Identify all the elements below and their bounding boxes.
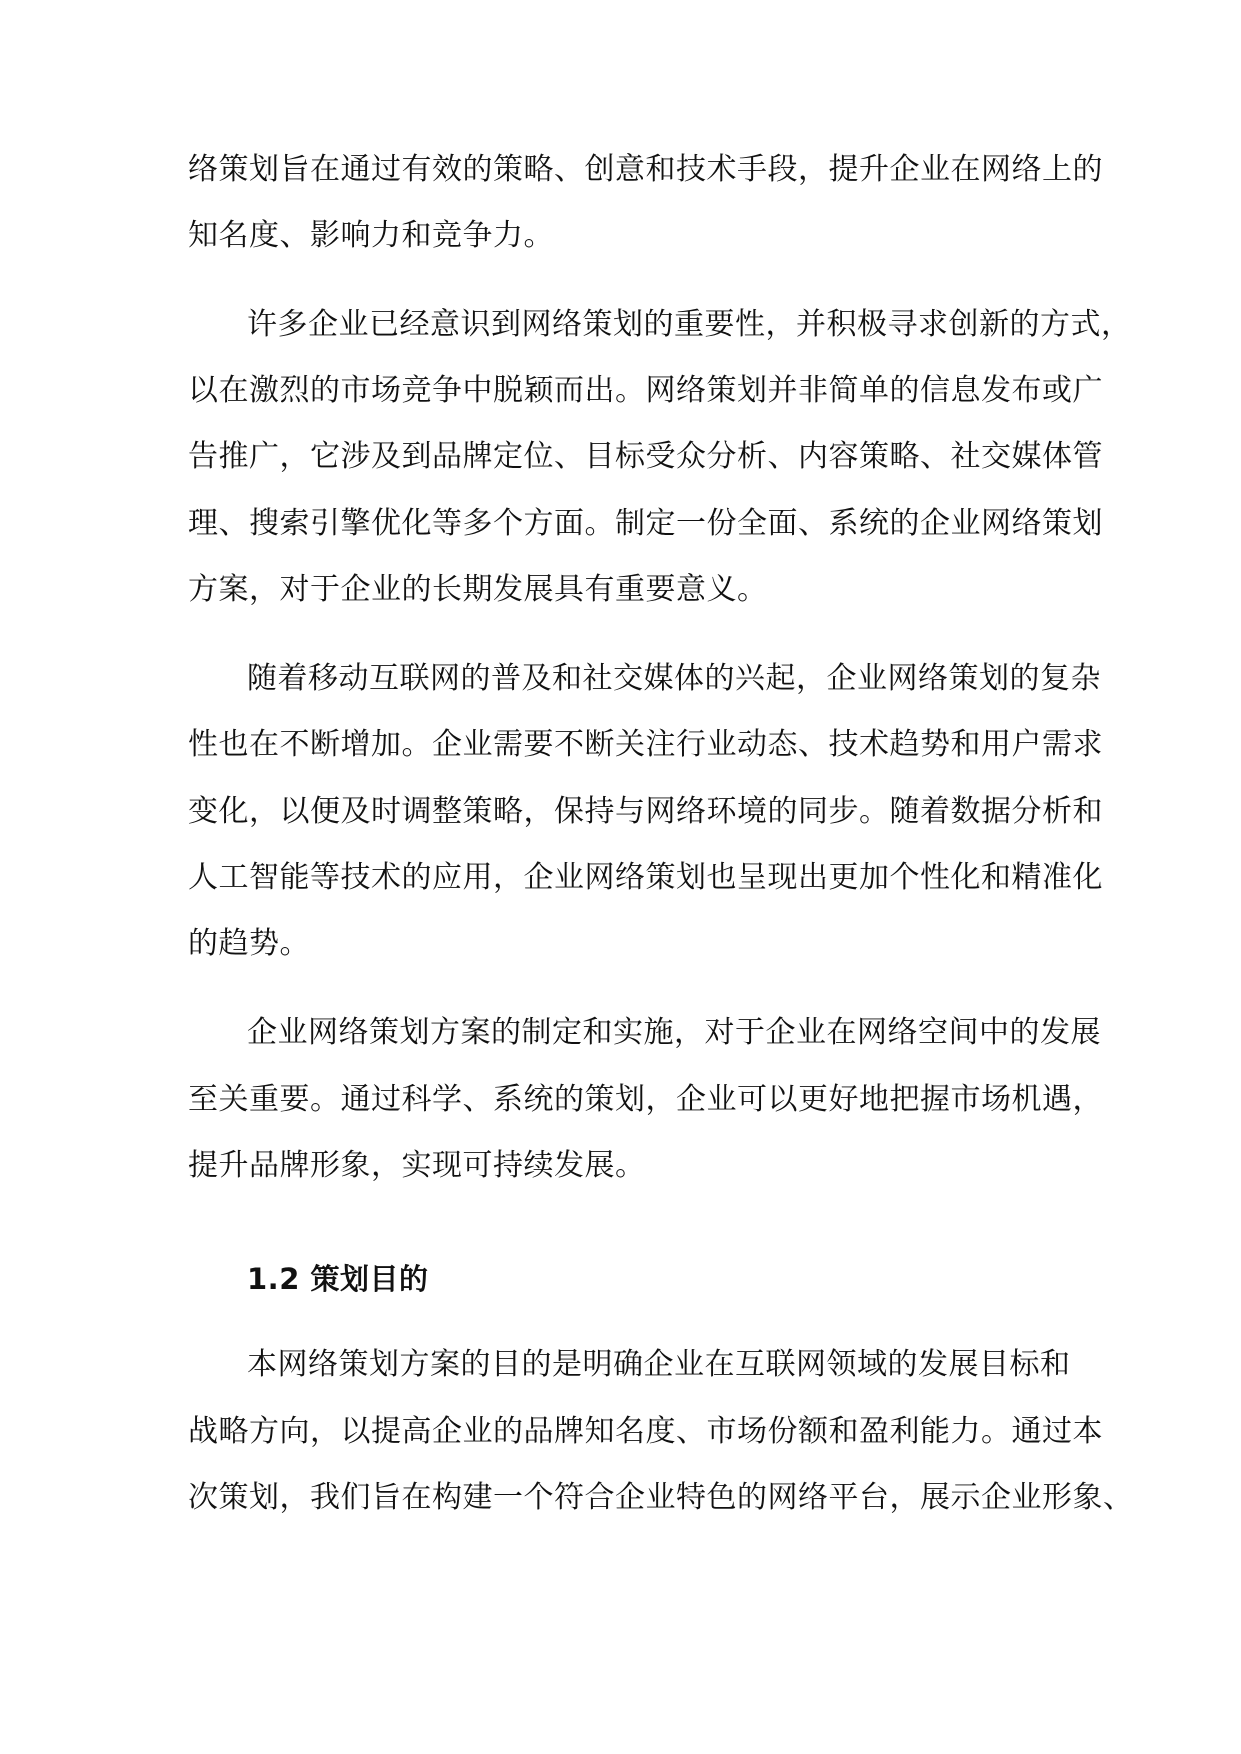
text-line: 的趋势。 [188,926,310,961]
text-line: 性也在不断增加。企业需要不断关注行业动态、技术趋势和用户需求 [188,727,1103,762]
text-line: 方案，对于企业的长期发展具有重要意义。 [188,572,768,607]
text-line: 络策划旨在通过有效的策略、创意和技术手段，提升企业在网络上的 [188,152,1103,187]
text-line: 变化，以便及时调整策略，保持与网络环境的同步。随着数据分析和 [188,794,1103,829]
text-line: 战略方向，以提高企业的品牌知名度、市场份额和盈利能力。通过本 [188,1414,1103,1449]
paragraph-first-line: 随着移动互联网的普及和社交媒体的兴起，企业网络策划的复杂 [247,661,1101,696]
text-line: 至关重要。通过科学、系统的策划，企业可以更好地把握市场机遇， [188,1082,1103,1117]
paragraph-first-line: 企业网络策划方案的制定和实施，对于企业在网络空间中的发展 [247,1015,1101,1050]
section-heading: 1.2 策划目的 [247,1262,429,1296]
paragraph-first-line: 许多企业已经意识到网络策划的重要性，并积极寻求创新的方式， [247,307,1132,342]
text-line: 次策划，我们旨在构建一个符合企业特色的网络平台，展示企业形象、 [188,1480,1134,1515]
text-line: 理、搜索引擎优化等多个方面。制定一份全面、系统的企业网络策划 [188,506,1103,541]
text-line: 人工智能等技术的应用，企业网络策划也呈现出更加个性化和精准化 [188,860,1103,895]
paragraph-first-line: 本网络策划方案的目的是明确企业在互联网领域的发展目标和 [247,1347,1071,1382]
text-line: 以在激烈的市场竞争中脱颖而出。网络策划并非简单的信息发布或广 [188,373,1103,408]
text-line: 告推广，它涉及到品牌定位、目标受众分析、内容策略、社交媒体管 [188,439,1103,474]
text-line: 知名度、影响力和竞争力。 [188,218,554,253]
text-line: 提升品牌形象，实现可持续发展。 [188,1148,646,1183]
